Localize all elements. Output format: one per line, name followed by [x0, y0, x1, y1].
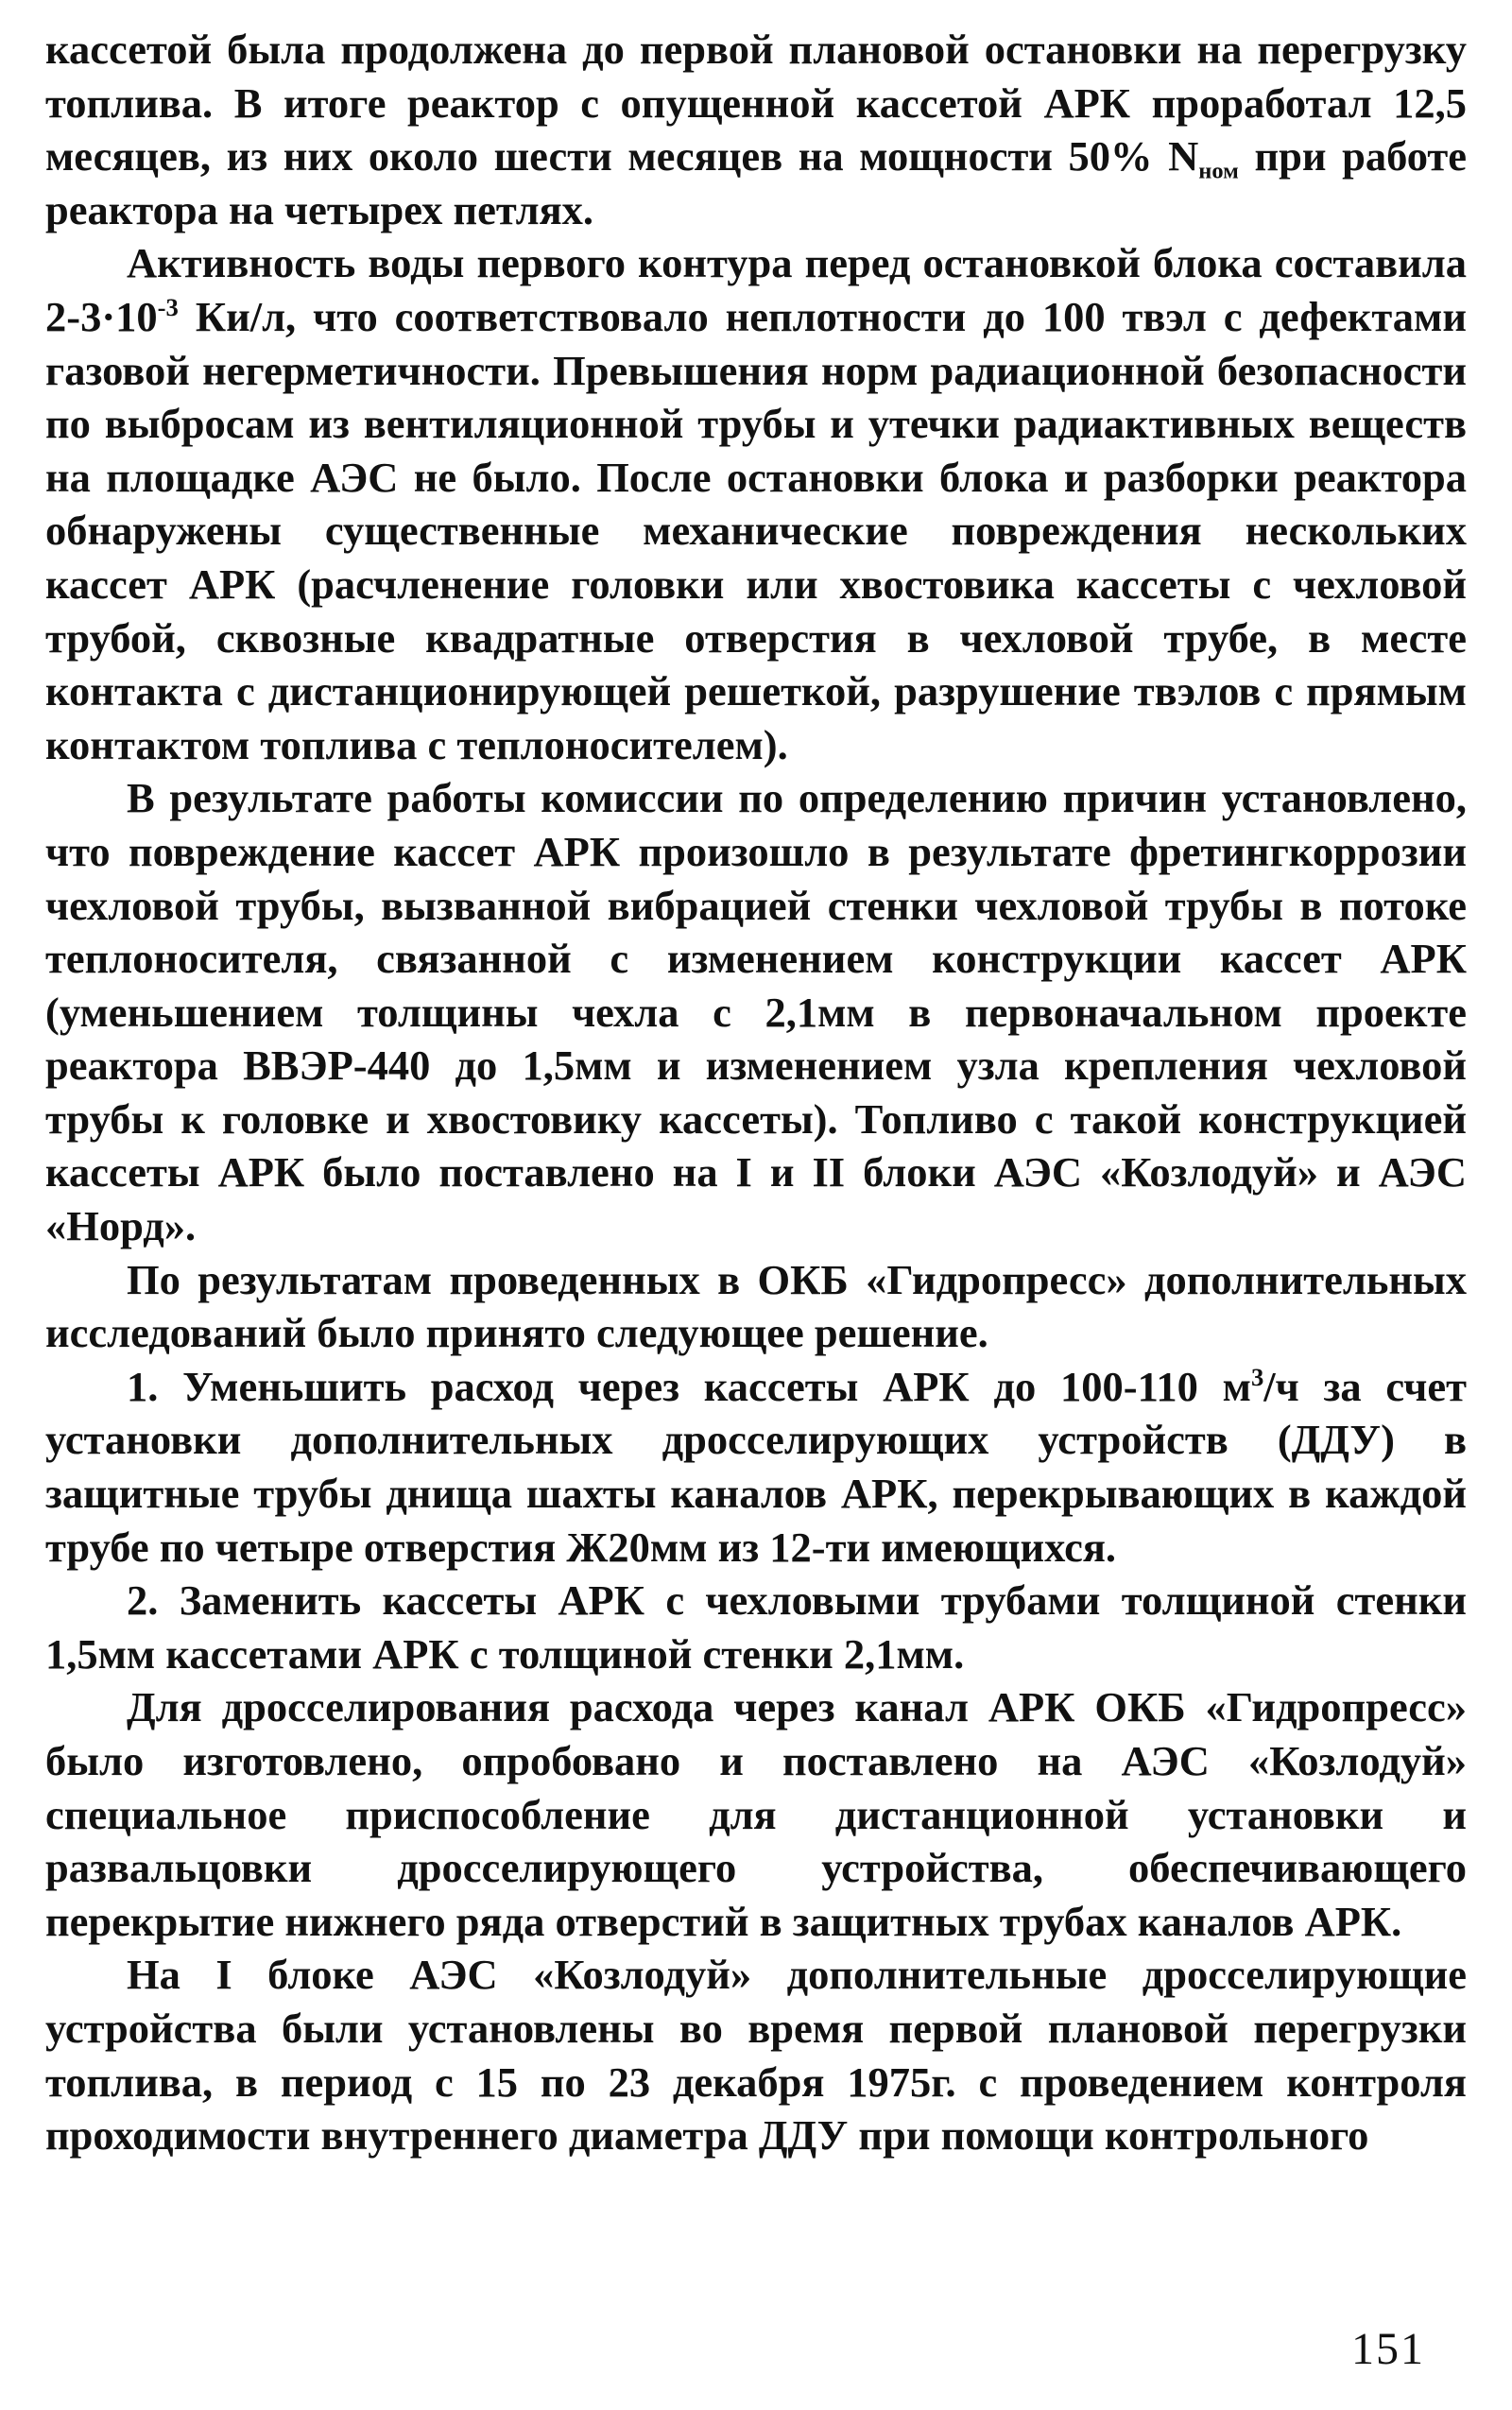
- page-number: 151: [1351, 2324, 1425, 2374]
- paragraph: [45, 23, 1467, 236]
- paragraph: [45, 1680, 1467, 1948]
- paragraph: [45, 236, 1467, 771]
- paragraph: [45, 1574, 1467, 1680]
- paragraph: [45, 771, 1467, 1252]
- paragraph: [45, 1948, 1467, 2161]
- paragraph-text: По результатам проведенных в ОКБ «Гидропресс» дополнительных исследований было принято следующее решение.: [45, 1255, 1467, 1357]
- paragraph-text: Ки/л, что соответствовало неплотности до 100 твэл с дефектами газовой негерметичности. Превышения норм радиационной безопасности по выбросам из вентиляционной трубы и утечки радиактивных веществ на площадке АЭС не было. После остановки блока и разборки реактора обнаружены существенные механические повреждения нескольких кассет АРК (расчленение головки или хвостовика кассеты с чехловой трубой, сквозные квадратные отверстия в чехловой трубе, в месте контакта с дистанционирующей решеткой, разрушение твэлов с прямым контактом топлива с теплоносителем).: [45, 292, 1467, 768]
- subscript: ном: [1198, 158, 1239, 184]
- paragraph-text: кассетой была продолжена до первой плановой остановки на перегрузку топлива. В итоге реактор с опущенной кассетой АРК проработал 12,5 месяцев, из них около шести месяцев на мощности 50% N: [45, 26, 1467, 181]
- paragraph-text: /ч за счет установки дополнительных дросселирующих устройств (ДДУ) в защитные трубы днища шахты каналов АРК, перекрывающих в каждой трубе по четыре отверстия Ж20мм из 12-ти имеющихся.: [45, 1362, 1467, 1571]
- paragraph-text: На I блоке АЭС «Козлодуй» дополнительные дросселирующие устройства были установлены во время первой плановой перегрузки топлива, в период с 15 по 23 декабря 1975г. с проведением контроля проходимости внутреннего диаметра ДДУ при помощи контрольного: [45, 1951, 1467, 2160]
- paragraph-text: 2. Заменить кассеты АРК с чехловыми трубами толщиной стенки 1,5мм кассетами АРК с толщиной стенки 2,1мм.: [45, 1576, 1467, 1678]
- paragraph-text: Активность воды первого контура перед остановкой блока составила 2-3·10: [45, 239, 1467, 340]
- paragraph-text: В результате работы комиссии по определению причин установлено, что повреждение кассет АРК произошло в результате фретингкоррозии чехловой трубы, вызванной вибрацией стенки чехловой трубы в потоке теплоносителя, связанной с изменением конструкции кассет АРК (уменьшением толщины чехла с 2,1мм в первоначальном проекте реактора ВВЭР-440 до 1,5мм и изменением узла крепления чехловой трубы к головке и хвостовику кассеты). Топливо с такой конструкцией кассеты АРК было поставлено на I и II блоки АЭС «Козлодуй» и АЭС «Норд».: [45, 774, 1467, 1250]
- paragraph: [45, 1253, 1467, 1360]
- paragraph-text: при работе реактора на четырех петлях.: [45, 132, 1468, 233]
- superscript: 3: [1250, 1362, 1264, 1391]
- paragraph-text: 1. Уменьшить расход через кассеты АРК до 100-110 м: [127, 1362, 1251, 1410]
- paragraph-text: Для дросселирования расхода через канал АРК ОКБ «Гидропресс» было изготовлено, опробовано и поставлено на АЭС «Козлодуй» специальное приспособление для дистанционной установки и развальцовки дросселирующего устройства, обеспечивающего перекрытие нижнего ряда отверстий в защитных трубах каналов АРК.: [45, 1683, 1467, 1945]
- page-body: [45, 23, 1467, 2162]
- superscript: -3: [157, 292, 179, 321]
- paragraph: [45, 1360, 1467, 1574]
